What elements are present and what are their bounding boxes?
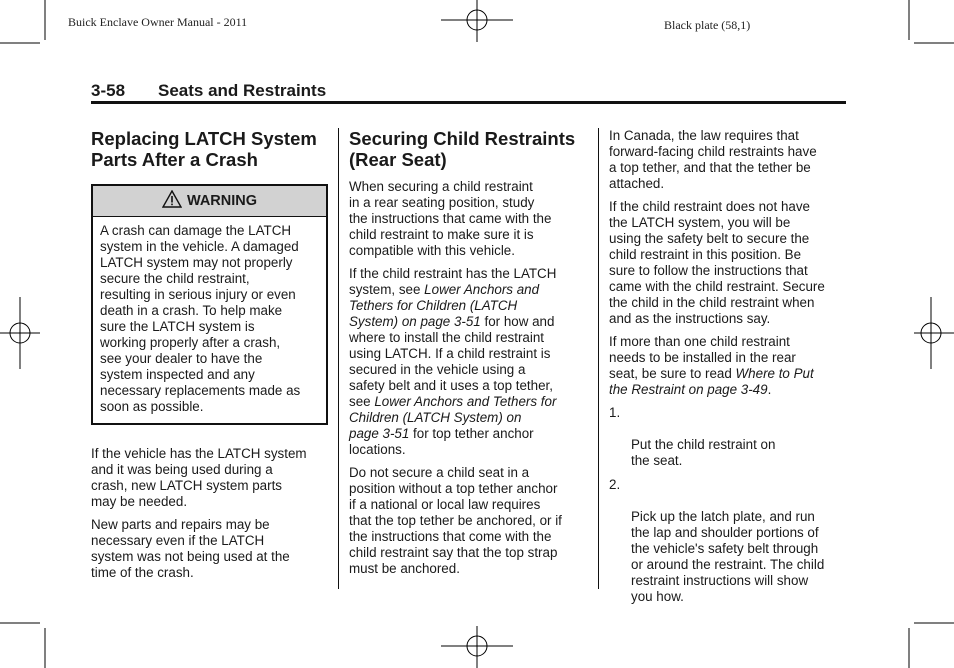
paragraph	[609, 334, 851, 398]
page-number: 3-58	[91, 81, 126, 100]
paragraph: In Canada, the law requires that forward-facing child restraints have a top tether, and that the tether be attached.	[609, 128, 817, 191]
paragraph	[349, 266, 591, 458]
paragraph: Do not secure a child seat in a position without a top tether anchor if a national or local law requires that the top tether be anchored, or if the instructions that come with the child restraint say that the top strap must be anchored.	[349, 465, 562, 576]
list-item	[609, 405, 851, 469]
paragraph-text: If the child restraint has the LATCH system, see	[349, 266, 557, 297]
column-1	[91, 128, 328, 588]
section-heading: Securing Child Restraints (Rear Seat)	[349, 128, 576, 170]
column-divider	[598, 128, 599, 589]
steps-list	[609, 405, 851, 605]
step-number: 2.	[609, 477, 621, 492]
section-heading: Replacing LATCH System Parts After a Crash	[91, 128, 317, 170]
paragraph-text: .	[767, 382, 772, 397]
warning-box	[91, 184, 328, 425]
manual-title: Buick Enclave Owner Manual - 2011	[68, 15, 248, 29]
step-number: 1.	[609, 405, 621, 420]
warning-text: A crash can damage the LATCH system in the vehicle. A damaged LATCH system may not properly secure the child restraint, resulting in serious injury or even death in a crash. To help make sure the LATCH system is working properly after a crash, see your dealer to have the system inspected and any necessary replacements made as soon as possible.	[100, 223, 301, 414]
paragraph: If the vehicle has the LATCH system and it was being used during a crash, new LATCH system parts may be needed.	[91, 446, 307, 509]
plate-label: Black plate (58,1)	[664, 18, 751, 32]
header-rule	[91, 101, 846, 104]
paragraph-text: for top tether anchor locations.	[349, 426, 534, 457]
cross-reference-link[interactable]: Where to Put the Restraint on page 3-49	[609, 366, 814, 397]
cross-reference-link[interactable]: Lower Anchors and Tethers for Children (LATCH System) on page 3-51	[349, 394, 557, 441]
column-2	[349, 128, 591, 584]
paragraph: If the child restraint does not have the LATCH system, you will be using the safety belt to secure the child restraint in this position. Be sure to follow the instructions that came with the child restraint. Secure the child in the child restraint when and as the instructions say.	[609, 199, 825, 326]
paragraph-text: If more than one child restraint needs to be installed in the rear seat, be sure to read	[609, 334, 796, 381]
warning-header	[93, 186, 326, 217]
step-text: Put the child restraint on the seat.	[631, 437, 776, 468]
column-divider	[338, 128, 339, 589]
cross-reference-link[interactable]: Lower Anchors and Tethers for Children (LATCH System) on page 3-51	[349, 282, 540, 329]
paragraph: When securing a child restraint in a rear seating position, study the instructions that came with the child restraint to make sure it is compatible with this vehicle.	[349, 179, 552, 258]
warning-label: WARNING	[186, 193, 258, 209]
section-title: Seats and Restraints	[158, 81, 327, 100]
warning-triangle-icon	[162, 190, 182, 212]
step-text: Pick up the latch plate, and run the lap and shoulder portions of the vehicle's safety belt through or around the restraint. The child restraint instructions will show you how.	[631, 509, 825, 604]
list-item	[609, 477, 851, 605]
column-3	[609, 128, 851, 613]
paragraph-text: for how and where to install the child restraint using LATCH. If a child restraint is secured in the vehicle using a safety belt and it uses a top tether, see	[349, 314, 555, 409]
paragraph: New parts and repairs may be necessary even if the LATCH system was not being used at the time of the crash.	[91, 517, 290, 580]
